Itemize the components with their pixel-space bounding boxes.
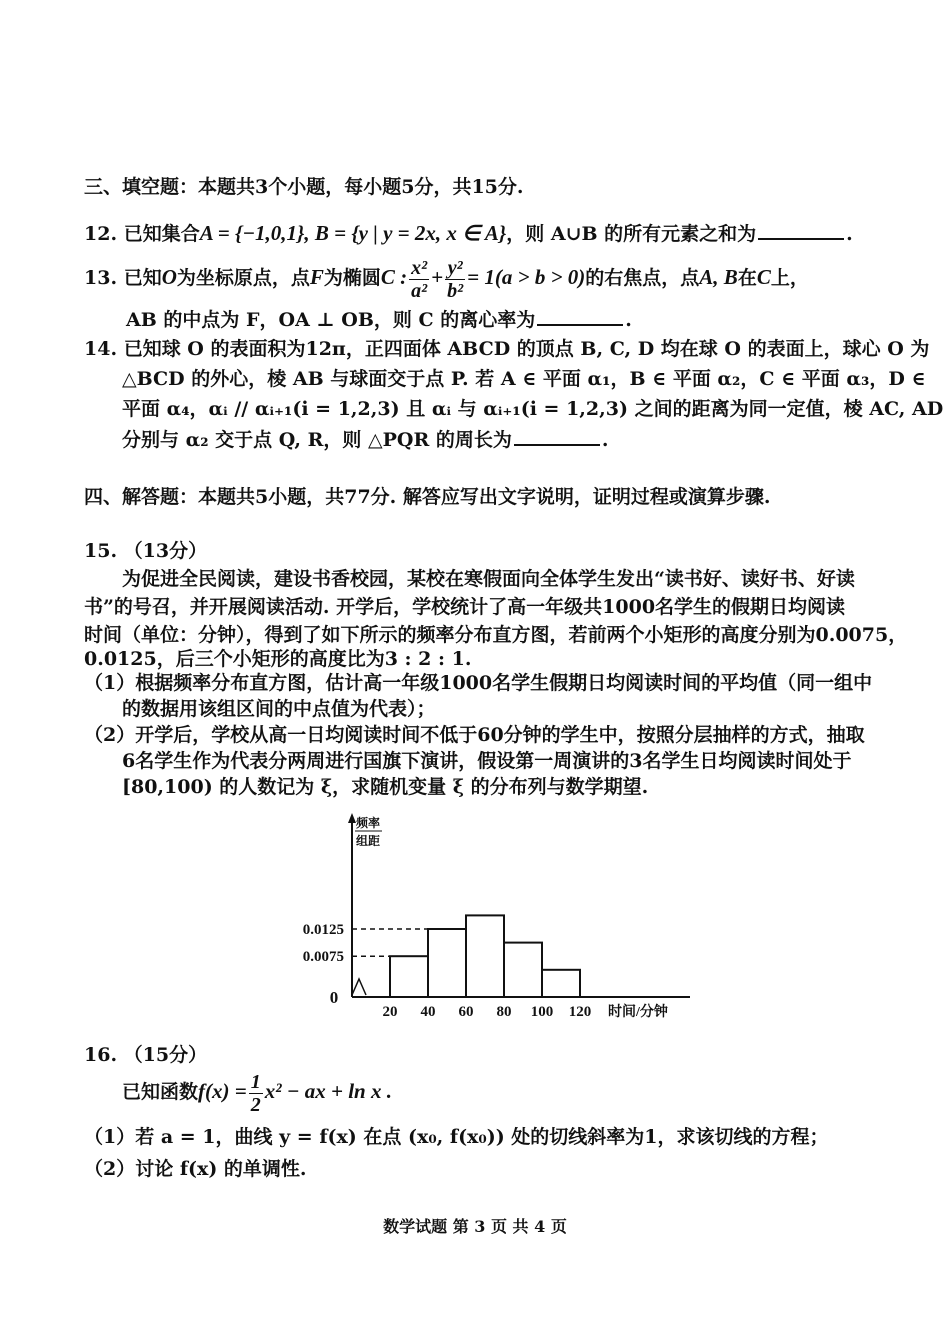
q13-line2-text: AB 的中点为 F，OA ⊥ OB，则 C 的离心率为: [126, 309, 536, 331]
q16-heading: 16. （15分）: [84, 1044, 208, 1066]
q14-line1-text: 已知球 O 的表面积为12π，正四面体 ABCD 的顶点 B, C, D 均在球 O 的表面上，球心 O 为: [123, 338, 930, 360]
q14-end: .: [601, 429, 609, 451]
section-3-heading: 三、填空题：本题共3个小题，每小题5分，共15分.: [84, 176, 524, 198]
q14-number: 14.: [84, 338, 118, 360]
q13-answer-blank[interactable]: [537, 306, 623, 326]
q13-fraction-x: [409, 257, 429, 302]
x-tick-label: 60: [458, 1004, 474, 1020]
y-axis-arrow: [348, 813, 356, 823]
q13-text-d: 的右焦点，点: [585, 267, 700, 289]
q15-paragraph-4: 0.0125，后三个小矩形的高度比为3 : 2 : 1.: [84, 648, 472, 670]
question-13-line1: [84, 254, 809, 302]
frac-denominator: a²: [411, 279, 428, 302]
x-tick-label: 80: [496, 1004, 512, 1020]
y-tick-label: 0.0125: [302, 922, 344, 938]
q14-line4-text: 分别与 α₂ 交于点 Q, R，则 △PQR 的周长为: [122, 429, 512, 451]
question-12: [84, 220, 853, 247]
q12-text-post: ，则 A∪B 的所有元素之和为: [506, 223, 757, 245]
q12-math: A = {−1,0,1}, B = {y | y = 2x, x ∈ A}: [199, 221, 507, 245]
q13-number: 13.: [84, 267, 118, 289]
q16-function: f(x) =: [198, 1079, 247, 1103]
q13-C: C :: [380, 265, 408, 289]
frac-denominator: b²: [447, 279, 464, 302]
q13-text-c: 为椭圆: [323, 267, 381, 289]
axis-break-mark: [352, 979, 366, 995]
y-axis-label-bottom: 组距: [355, 834, 381, 848]
frac-numerator: y²: [445, 257, 465, 280]
q13-fraction-y: [445, 257, 465, 302]
origin-label: 0: [329, 988, 339, 1007]
q13-equation: = 1(a > b > 0): [467, 265, 586, 289]
section-4-heading: 四、解答题：本题共5小题，共77分. 解答应写出文字说明，证明过程或演算步骤.: [84, 486, 771, 508]
q13-AB: A, B: [699, 265, 738, 289]
q13-text-a: 已知: [123, 267, 162, 289]
q13-plus: +: [431, 265, 444, 289]
frac-numerator: 1: [250, 1070, 261, 1093]
q16-intro-text: 已知函数: [122, 1081, 199, 1103]
q15-subquestion-2c: [80,100) 的人数记为 ξ，求随机变量 ξ 的分布列与数学期望.: [122, 776, 649, 798]
q16-intro: [122, 1068, 392, 1116]
q15-subquestion-2b: 6名学生作为代表分两周进行国旗下演讲，假设第一周演讲的3名学生日均阅读时间处于: [122, 750, 852, 772]
question-14-line1: [84, 336, 929, 362]
q16-fraction-half: [249, 1071, 263, 1116]
q15-paragraph-3: 时间（单位：分钟），得到了如下所示的频率分布直方图，若前两个小矩形的高度分别为0.0075，: [84, 624, 908, 646]
q12-text: 已知集合: [123, 223, 200, 245]
frequency-histogram: [270, 805, 690, 1020]
page-footer: 数学试题 第 3 页 共 4 页: [383, 1217, 567, 1236]
y-axis-label-top: 频率: [355, 816, 381, 830]
q13-end: .: [625, 309, 632, 331]
q13-text-b: 为坐标原点，点: [176, 267, 310, 289]
q15-heading: 15. （13分）: [84, 540, 208, 562]
frac-numerator: x²: [411, 256, 428, 279]
q15-paragraph-2: 书”的号召，并开展阅读活动. 开学后，学校统计了高一年级共1000名学生的假期日均阅读: [84, 596, 846, 618]
q16-subquestion-1: （1）若 a = 1，曲线 y = f(x) 在点 (x₀, f(x₀)) 处的切线斜率为1，求该切线的方程；: [84, 1126, 829, 1148]
question-14-line3: 平面 α₄，αᵢ // αᵢ₊₁(i = 1,2,3) 且 αᵢ 与 αᵢ₊₁(i = 1,2,3) 之间的距离为同一定值，棱 AC, AD: [122, 398, 944, 420]
frac-denominator: 2: [250, 1093, 261, 1116]
x-tick-label: 20: [382, 1004, 398, 1020]
x-tick-label: 120: [568, 1004, 592, 1020]
q13-F: F: [309, 265, 324, 289]
q13-O: O: [161, 265, 177, 289]
histogram-bar: [428, 929, 466, 997]
question-14-line4: [122, 426, 609, 453]
histogram-bar: [542, 970, 580, 997]
q12-answer-blank[interactable]: [758, 220, 844, 240]
q13-C2: C: [756, 265, 771, 289]
question-14-line2: △BCD 的外心，棱 AB 与球面交于点 P. 若 A ∈ 平面 α₁，B ∈ 平面 α₂，C ∈ 平面 α₃，D ∈: [122, 368, 926, 390]
q16-function-tail: x² − ax + ln x .: [264, 1079, 392, 1103]
histogram-bar: [466, 915, 504, 997]
q16-subquestion-2: （2）讨论 f(x) 的单调性.: [84, 1158, 307, 1180]
q15-paragraph-1: 为促进全民阅读，建设书香校园，某校在寒假面向全体学生发出“读书好、读好书、好读: [122, 568, 855, 590]
q15-subquestion-1b: 的数据用该组区间的中点值为代表）；: [122, 698, 436, 720]
q13-text-f: 上，: [770, 267, 809, 289]
q12-number: 12.: [84, 223, 118, 245]
q15-subquestion-1a: （1）根据频率分布直方图，估计高一年级1000名学生假期日均阅读时间的平均值（同一组中: [84, 672, 873, 694]
histogram-bar: [504, 943, 542, 997]
x-tick-label: 100: [530, 1004, 554, 1020]
histogram-bar: [390, 956, 428, 997]
x-axis-label: 时间/分钟: [608, 1005, 668, 1020]
q14-answer-blank[interactable]: [514, 426, 600, 446]
question-13-line2: [126, 306, 632, 333]
q13-text-e: 在: [737, 267, 757, 289]
y-tick-label: 0.0075: [302, 949, 344, 966]
q12-end: .: [846, 223, 853, 245]
q15-subquestion-2a: （2）开学后，学校从高一日均阅读时间不低于60分钟的学生中，按照分层抽样的方式，抽取: [84, 724, 865, 746]
x-tick-label: 40: [420, 1004, 436, 1020]
